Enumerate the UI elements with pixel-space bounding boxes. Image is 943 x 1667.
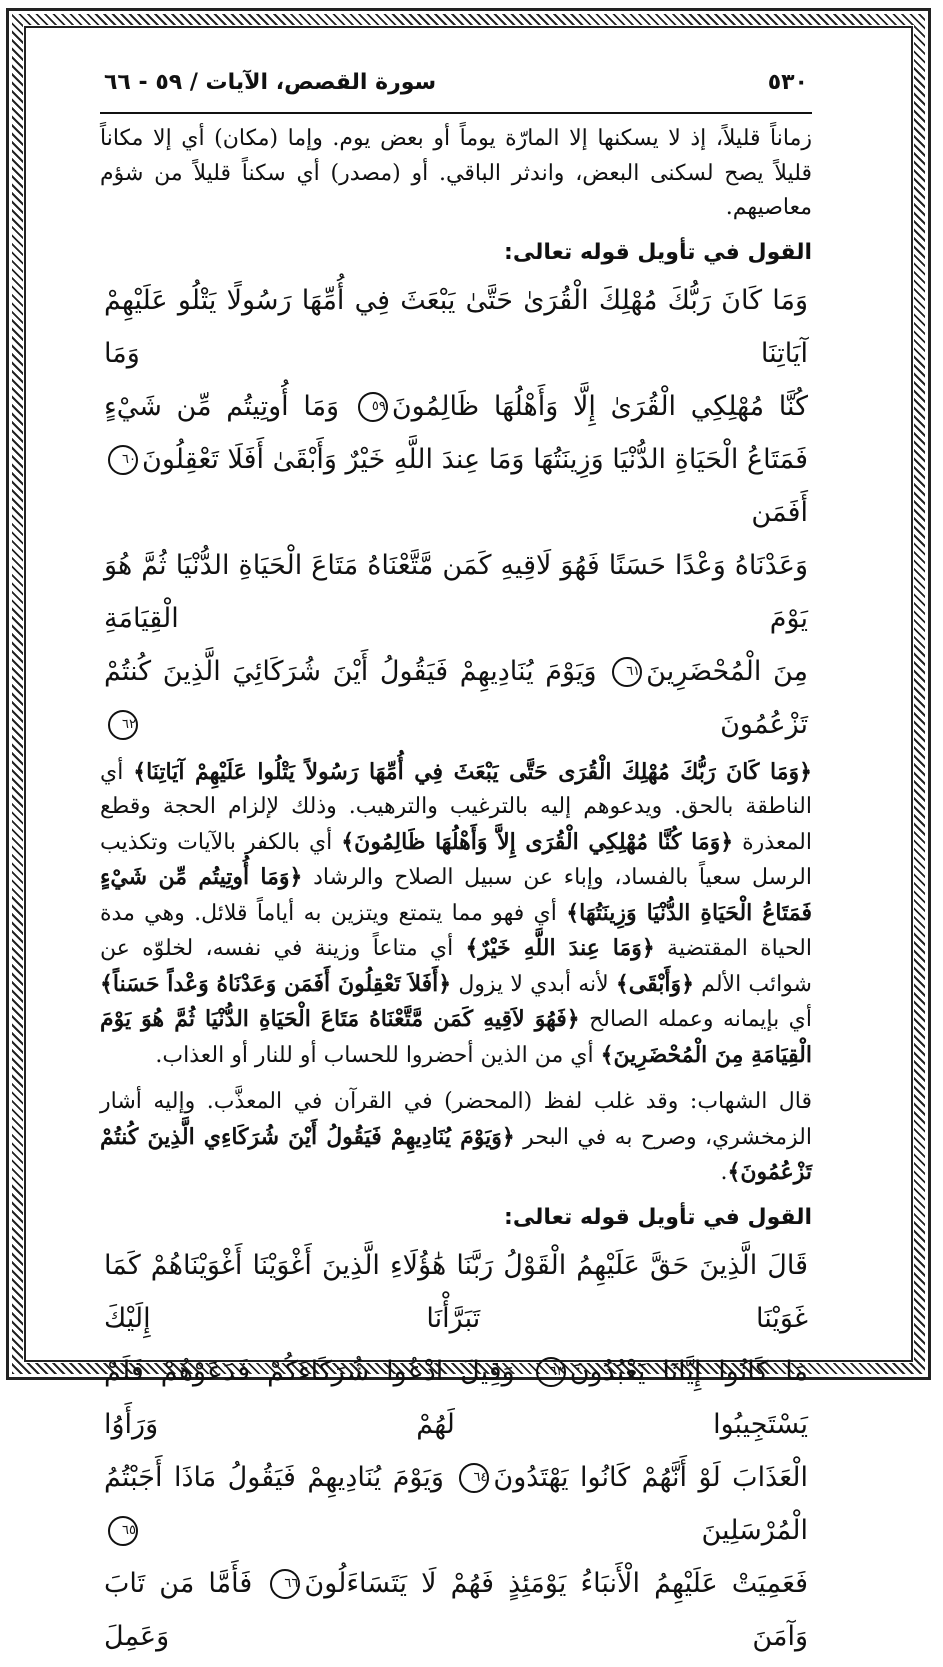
verse-line [104,380,808,433]
section-heading-1: القول في تأويل قوله تعالى: [504,239,812,265]
quran-quote: ﴿وَمَا أُوتِيتُم مِّن شَيْءٍ فَمَتَاعُ الْحَيَاةِ الدُّنْيَا وَزِينَتُهَا﴾ [100,864,812,926]
quran-quote: ﴿فَهُوَ لاَقِيهِ كَمَن مَّتَّعْنَاهُ مَتَاعَ الْحَيَاةِ الدُّنْيَا ثُمَّ هُوَ يَوْمَ الْقِيَامَةِ مِنَ الْمُحْضَرِينَ﴾ [100,1006,812,1068]
verse-line [104,645,808,751]
verse-text: فَمَتَاعُ الْحَيَاةِ الدُّنْيَا وَزِينَتُهَا وَمَا عِندَ اللَّهِ خَيْرٌ وَأَبْقَىٰ أَفَلَا تَعْقِلُونَ [142,443,808,475]
commentary-text: أي بالكفر بالآيات وتكذيب الرسل سعياً بالفساد، وإباء عن سبيل الصلاح والرشاد [100,829,813,890]
commentary-text: أي فهو مما يتمتع ويتزين به أياماً قلائل. وهي مدة الحياة المقتضية [100,900,813,961]
verse-line [104,539,808,645]
ayah-number-icon: ٦٠ [108,445,138,475]
verse-text: وَيَوْمَ يُنَادِيهِمْ فَيَقُولُ أَيْنَ شُرَكَائِيَ الَّذِينَ كُنتُمْ تَزْعُمُونَ [104,655,808,740]
ayah-number-icon: ٦٣ [536,1357,566,1387]
verse-text: كُنَّا مُهْلِكِي الْقُرَىٰ إِلَّا وَأَهْلُهَا ظَالِمُونَ [391,390,809,422]
commentary-text: أي من الذين أحضروا للحساب أو للنار أو العذاب. [155,1042,601,1068]
verse-text: مَا كَانُوا إِيَّانَا يَعْبُدُونَ [569,1355,808,1387]
commentary-text: . [720,1160,728,1185]
commentary-text: لأنه أبدي لا يزول [451,971,616,997]
verse-text: وَعَدْنَاهُ وَعْدًا حَسَنًا فَهُوَ لَاقِيهِ كَمَن مَّتَّعْنَاهُ مَتَاعَ الْحَيَاةِ الدُّنْيَا ثُمَّ هُوَ يَوْمَ الْقِيَامَةِ [104,549,808,634]
verse-text: قَالَ الَّذِينَ حَقَّ عَلَيْهِمُ الْقَوْلُ رَبَّنَا هَٰؤُلَاءِ الَّذِينَ أَغْوَيْنَا أَغْوَيْنَاهُمْ كَمَا غَوَيْنَا تَبَرَّأْنَا إِلَيْكَ [104,1249,808,1334]
ayah-number-icon: ٦٦ [270,1569,300,1599]
verse-line [104,1345,808,1451]
ayah-number-icon: ٦٥ [108,1516,138,1546]
verse-block-2 [100,1239,812,1663]
verse-line [104,1239,808,1345]
page-number: ٥٣٠ [767,70,808,95]
spacer [100,1073,812,1085]
commentary-text: أي الناطقة بالحق. ويدعوهم إليه بالترغيب والترهيب. وذلك لإلزام الحجة وقطع المعذرة [100,759,812,855]
verse-text: وَمَا كَانَ رَبُّكَ مُهْلِكَ الْقُرَىٰ حَتَّىٰ يَبْعَثَ فِي أُمِّهَا رَسُولًا يَتْلُو عَلَيْهِمْ آيَاتِنَا وَمَا [104,284,808,369]
ayah-number-icon: ٦٢ [108,710,138,740]
verse-text: مِنَ الْمُحْضَرِينَ [646,655,808,687]
page-content [100,70,812,1667]
verse-line [104,433,808,539]
commentary-text: قال الشهاب: وقد غلب لفظ (المحضر) في القرآن في المعذَّب. وإليه أشار الزمخشري، وصرح به في البحر [100,1089,812,1150]
quran-quote: ﴿وَيَوْمَ يُنَادِيهِمْ فَيَقُولُ أَيْنَ شُرَكَاءِي الَّذِينَ كُنتُمْ تَزْعُمُونَ﴾ [100,1123,812,1185]
verse-line [104,1557,808,1663]
commentary-text: أي متاعاً وزينة في نفسه، لخلوّه عن شوائب الألم [100,936,812,997]
ayah-number-icon: ٦٤ [459,1463,489,1493]
intro-paragraph: زماناً قليلاً، إذ لا يسكنها إلا المارّة يوماً أو بعض يوم. وإما (مكان) أي إلا مكاناً قليلاً يصح لسكنى البعض، واندثر الباقي. أو (مصدر) أي سكناً قليلاً من شؤم معاصيهم. [100,126,812,220]
verse-text: فَأَمَّا مَن تَابَ وَآمَنَ وَعَمِلَ [104,1567,808,1652]
shihab-paragraph [100,1085,812,1191]
verse-text: وَيَوْمَ يُنَادِيهِمْ فَيَقُولُ مَاذَا أَجَبْتُمُ الْمُرْسَلِينَ [104,1461,808,1546]
verse-text: الْعَذَابَ لَوْ أَنَّهُمْ كَانُوا يَهْتَدُونَ [493,1461,808,1493]
verse-text: فَعَمِيَتْ عَلَيْهِمُ الْأَنبَاءُ يَوْمَئِذٍ فَهُمْ لَا يَتَسَاءَلُونَ [304,1567,808,1599]
quran-quote: ﴿وَمَا كُنَّا مُهْلِكِي الْقُرَى إِلاَّ وَأَهْلُهَا ظَالِمُونَ﴾ [341,828,734,855]
verse-line [104,1451,808,1557]
ayah-number-icon: ٦١ [612,657,642,687]
quran-quote: ﴿وَمَا عِندَ اللَّهِ خَيْرٌ﴾ [465,935,655,961]
section-heading-2: القول في تأويل قوله تعالى: [504,1204,812,1230]
verse-text: وَمَا أُوتِيتُم مِّن شَيْءٍ [104,390,354,422]
ayah-number-icon: ٥٩ [358,392,388,422]
surah-title: سورة القصص، الآيات / ٥٩ - ٦٦ [104,70,437,95]
verse-block-1 [100,274,812,751]
quran-quote: ﴿وَمَا كَانَ رَبُّكَ مُهْلِكَ الْقُرَى حَتَّى يَبْعَثَ فِي أُمِّهَا رَسُولاً يَتْلُوا عَلَيْهِمْ آيَاتِنَا﴾ [133,758,812,785]
quran-quote: ﴿أَفَلاَ تَعْقِلُونَ أَفَمَن وَعَدْنَاهُ وَعْداً حَسَناً﴾ [100,970,452,997]
commentary-text: أي بإيمانه وعمله الصالح [579,1007,812,1032]
commentary-paragraph [100,755,812,1074]
quran-quote: ﴿وَأَبْقَى﴾ [615,970,694,997]
running-header [100,70,812,114]
verse-line [104,274,808,380]
verse-text: أَفَمَن [751,496,808,528]
verse-text: وَقِيلَ ادْعُوا شُرَكَاءَكُمْ فَدَعَوْهُمْ فَلَمْ يَسْتَجِيبُوا لَهُمْ وَرَأَوُا [104,1355,808,1440]
